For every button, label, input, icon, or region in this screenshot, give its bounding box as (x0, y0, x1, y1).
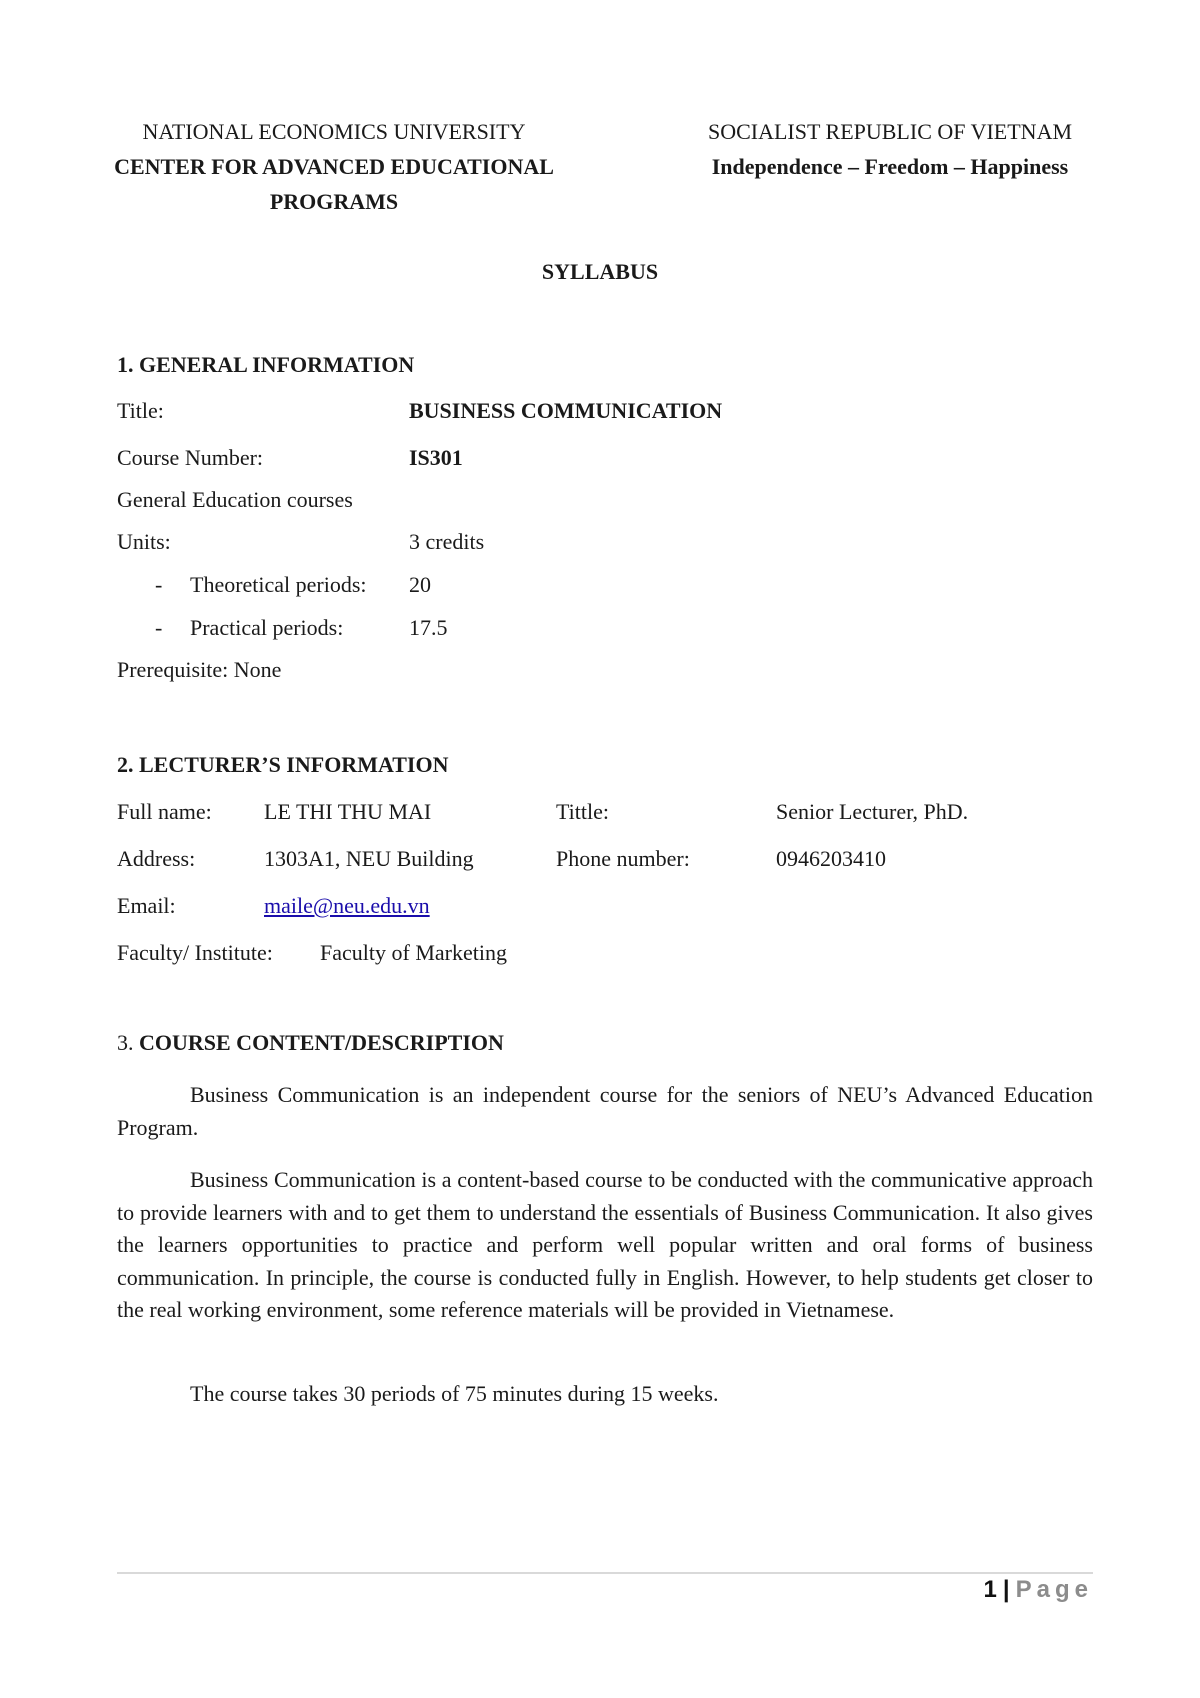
page-separator: | (1002, 1576, 1010, 1603)
university-name: NATIONAL ECONOMICS UNIVERSITY (142, 119, 526, 144)
theoretical-periods-value: 20 (409, 572, 431, 597)
units-value: 3 credits (409, 529, 485, 554)
address-value: 1303A1, NEU Building (264, 846, 474, 871)
footer-divider (117, 1572, 1093, 1574)
section-course-content-heading (117, 1030, 504, 1056)
theoretical-periods-label: Theoretical periods: (190, 572, 367, 597)
document-title: SYLLABUS (541, 259, 659, 284)
general-education-label: General Education courses (117, 487, 353, 512)
page-number: 1 (983, 1576, 997, 1603)
country-name: SOCIALIST REPUBLIC OF VIETNAM (707, 119, 1073, 144)
practical-periods-value: 17.5 (409, 615, 448, 640)
motto: Independence – Freedom – Happiness (711, 154, 1069, 179)
description-paragraph-2: Business Communication is a content-based course to be conducted with the communicative approach to provide learners with and to get them to understand the essentials of Business Communication. It also gives the learners opportunities to practice and perform well popular written and oral forms of business communication. In principle, the course is conducted fully in English. However, to help students get closer to the real working environment, some reference materials will be provided in Vietnamese. (117, 1167, 1093, 1322)
center-name-line1: CENTER FOR ADVANCED EDUCATIONAL (114, 154, 554, 179)
address-label: Address: (117, 846, 196, 871)
lecturer-title-value: Senior Lecturer, PhD. (776, 799, 969, 824)
lecturer-title-label: Tittle: (556, 799, 609, 824)
center-name-line2: PROGRAMS (269, 189, 399, 214)
page-word: Page (1015, 1576, 1093, 1603)
phone-value: 0946203410 (776, 846, 886, 871)
phone-label: Phone number: (556, 846, 690, 871)
practical-periods-label: Practical periods: (190, 615, 344, 640)
full-name-value: LE THI THU MAI (264, 799, 432, 824)
full-name-label: Full name: (117, 799, 212, 824)
course-title-value: BUSINESS COMMUNICATION (409, 398, 723, 423)
course-number-value: IS301 (409, 445, 463, 470)
bullet-dash: - (155, 615, 163, 640)
description-paragraph-1: Business Communication is an independent course for the seniors of NEU’s Advanced Education Program. (117, 1082, 1093, 1140)
faculty-value: Faculty of Marketing (320, 940, 507, 965)
course-number-label: Course Number: (117, 445, 264, 470)
email-link[interactable]: maile@neu.edu.vn (264, 893, 430, 918)
section-number: 3. (117, 1030, 134, 1055)
section-heading-text: COURSE CONTENT/DESCRIPTION (139, 1030, 504, 1055)
title-label: Title: (117, 398, 164, 423)
bullet-dash: - (155, 572, 163, 597)
page-footer (984, 1576, 1093, 1604)
faculty-label: Faculty/ Institute: (117, 940, 273, 965)
prerequisite-text: Prerequisite: None (117, 657, 282, 682)
section-lecturer-information-heading: 2. LECTURER’S INFORMATION (117, 752, 449, 777)
description-paragraph-3: The course takes 30 periods of 75 minutes during 15 weeks. (190, 1381, 719, 1406)
section-general-information-heading: 1. GENERAL INFORMATION (117, 352, 415, 377)
email-label: Email: (117, 893, 176, 918)
units-label: Units: (117, 529, 171, 554)
